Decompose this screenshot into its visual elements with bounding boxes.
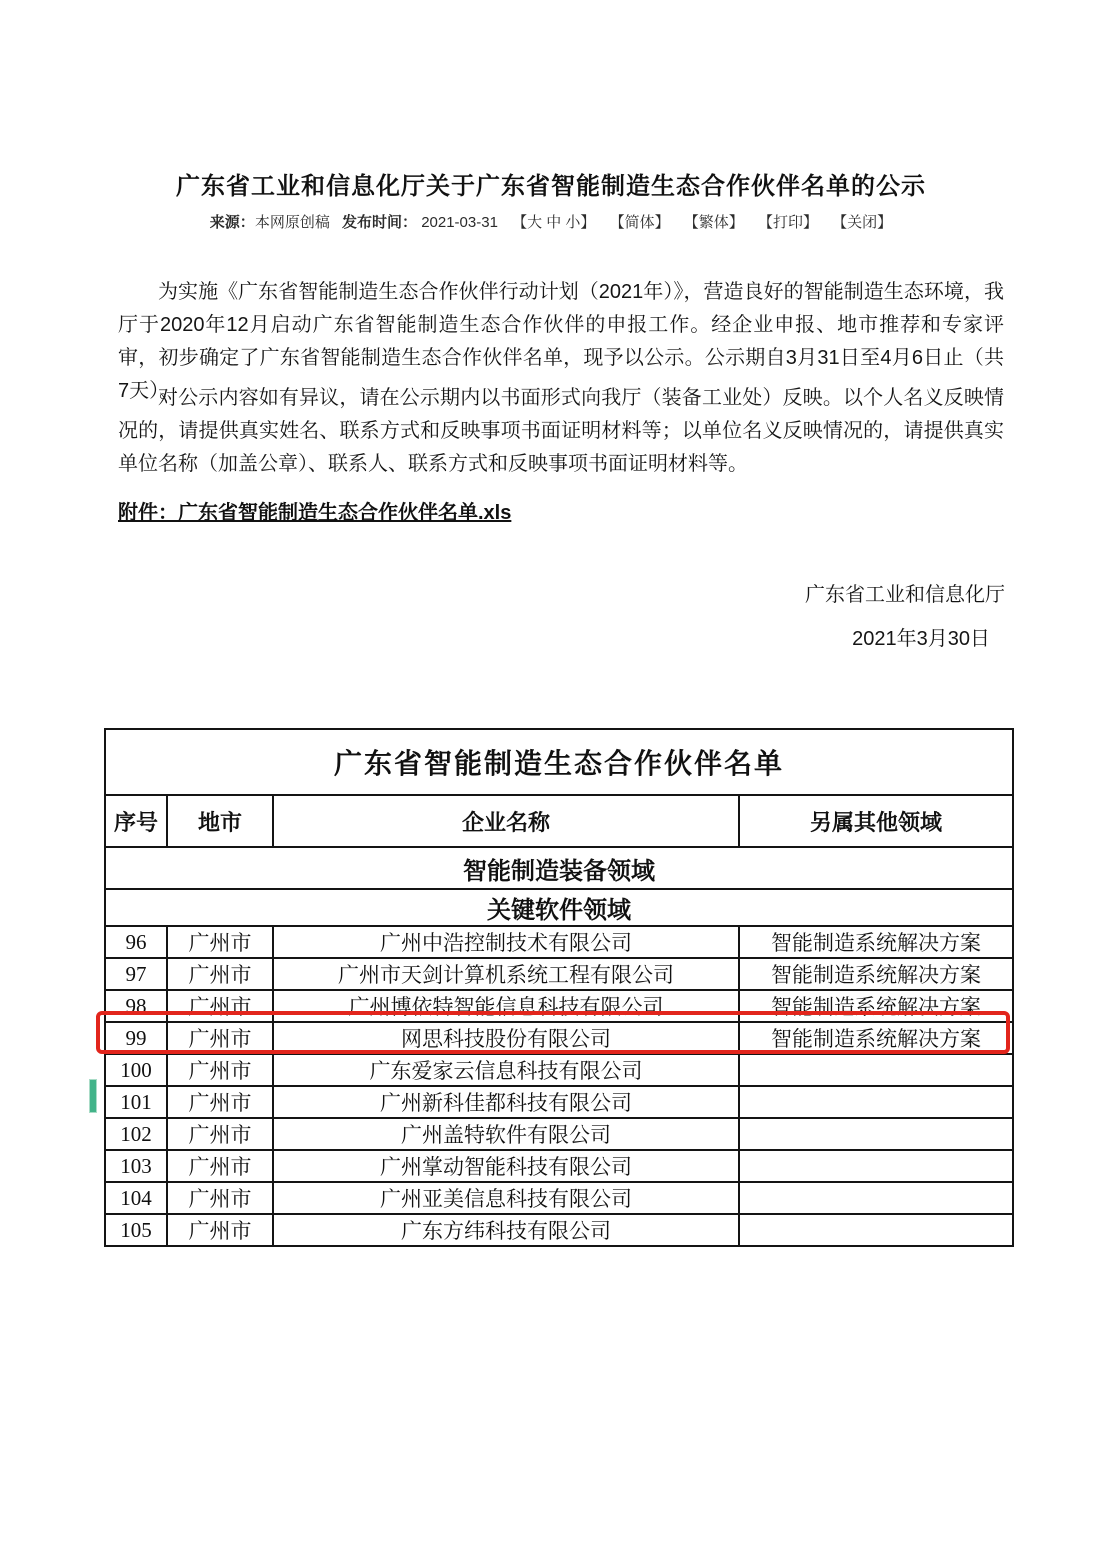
table-row-highlighted: 99 广州市 网思科技股份有限公司 智能制造系统解决方案: [105, 1022, 1013, 1054]
attachment-link[interactable]: 附件：广东省智能制造生态合作伙伴名单.xls: [118, 502, 512, 524]
table-title: 广东省智能制造生态合作伙伴名单: [105, 729, 1013, 795]
source-label: 来源：: [209, 214, 255, 231]
publish-date: 2021-03-31: [421, 214, 498, 231]
simplified-button[interactable]: 【简体】: [609, 214, 670, 231]
selection-indicator: [90, 1080, 96, 1112]
table-row: 103 广州市 广州掌动智能科技有限公司: [105, 1150, 1013, 1182]
col-header-city: 地市: [167, 795, 273, 847]
table-title-row: [105, 729, 1013, 795]
table-row: 100 广州市 广东爱家云信息科技有限公司: [105, 1054, 1013, 1086]
meta-line: [0, 211, 1102, 232]
table-header-row: [105, 795, 1013, 847]
section-row-equipment: [105, 847, 1013, 889]
page-title: 广东省工业和信息化厅关于广东省智能制造生态合作伙伴名单的公示: [176, 173, 926, 201]
body-paragraph-1: 为实施《广东省智能制造生态合作伙伴行动计划（2021年）》，营造良好的智能制造生态环境，我厅于2020年12月启动广东省智能制造生态合作伙伴的申报工作。经企业申报、地市推荐和专家评审，初步确定了广东省智能制造生态合作伙伴名单，现予以公示。公示期自3月31日至4月6日止（共7天）。: [118, 281, 1004, 402]
col-header-company: 企业名称: [273, 795, 739, 847]
body-paragraph-2: 对公示内容如有异议，请在公示期内以书面形式向我厅（装备工业处）反映。以个人名义反映情况的，请提供真实姓名、联系方式和反映事项书面证明材料等；以单位名义反映情况的，请提供真实单位名称（加盖公章）、联系人、联系方式和反映事项书面证明材料等。: [118, 387, 1004, 475]
issuer-signature: 广东省工业和信息化厅: [805, 584, 1005, 606]
traditional-button[interactable]: 【繁体】: [683, 214, 744, 231]
section-row-software: [105, 889, 1013, 926]
table-row: 98 广州市 广州博依特智能信息科技有限公司 智能制造系统解决方案: [105, 990, 1013, 1022]
source-value: 本网原创稿: [254, 214, 330, 231]
print-button[interactable]: 【打印】: [757, 214, 818, 231]
partner-list-table: [104, 728, 1014, 1247]
font-size-control[interactable]: 【大 中 小】: [512, 214, 596, 231]
table-row: 96 广州市 广州中浩控制技术有限公司 智能制造系统解决方案: [105, 926, 1013, 958]
issue-date: 2021年3月30日: [852, 628, 990, 650]
col-header-domain: 另属其他领域: [739, 795, 1013, 847]
table-row: 104 广州市 广州亚美信息科技有限公司: [105, 1182, 1013, 1214]
section-label: 关键软件领域: [105, 889, 1013, 926]
table-row-clipped: [105, 1246, 1013, 1247]
table-row: 102 广州市 广州盖特软件有限公司: [105, 1118, 1013, 1150]
table-row: 97 广州市 广州市天剑计算机系统工程有限公司 智能制造系统解决方案: [105, 958, 1013, 990]
col-header-no: 序号: [105, 795, 167, 847]
table-row-selected: 101 广州市 广州新科佳都科技有限公司: [105, 1086, 1013, 1118]
table-row: 105 广州市 广东方纬科技有限公司: [105, 1214, 1013, 1246]
publish-time-label: 发布时间：: [342, 214, 418, 231]
section-label: 智能制造装备领域: [105, 847, 1013, 889]
close-button[interactable]: 【关闭】: [832, 214, 893, 231]
